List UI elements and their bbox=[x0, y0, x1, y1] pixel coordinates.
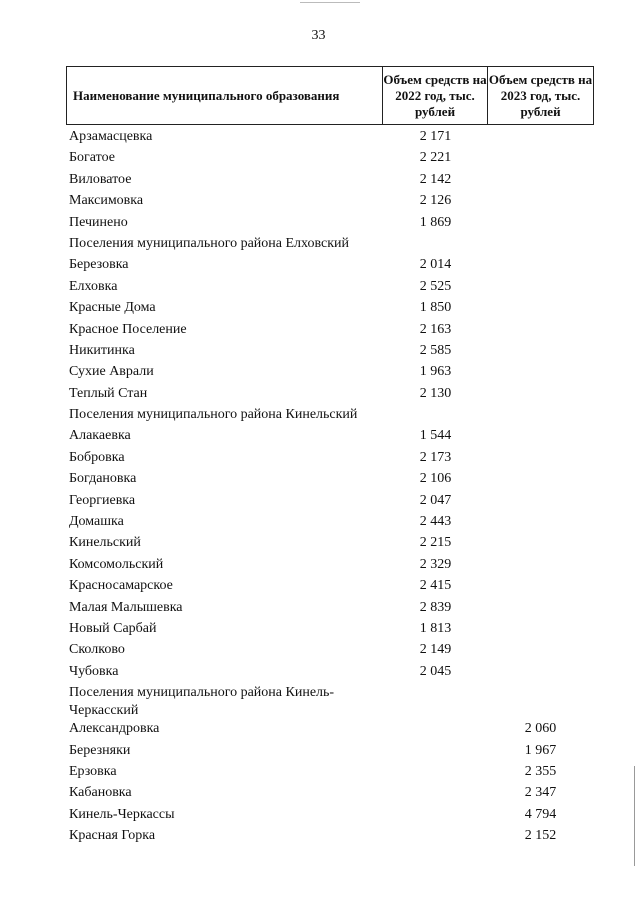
municipality-name: Домашка bbox=[69, 514, 124, 530]
municipality-name: Максимовка bbox=[69, 193, 144, 209]
section-heading: Поселения муниципального района Кинель-Черкасский bbox=[69, 685, 335, 719]
value-2022: 1 544 bbox=[419, 428, 452, 444]
section-heading: Поселения муниципального района Елховский bbox=[69, 235, 350, 251]
table-row bbox=[0, 148, 637, 169]
value-2022: 2 126 bbox=[419, 193, 452, 209]
municipality-name: Теплый Стан bbox=[69, 385, 148, 401]
municipality-name: Комсомольский bbox=[69, 556, 164, 572]
value-2022: 1 869 bbox=[419, 214, 452, 230]
table-header bbox=[66, 66, 594, 125]
value-2022: 2 149 bbox=[419, 642, 452, 658]
table-row bbox=[0, 719, 637, 740]
section-heading-row bbox=[0, 405, 637, 426]
municipality-name: Малая Малышевка bbox=[69, 599, 183, 615]
value-2023: 2 152 bbox=[524, 828, 557, 844]
table-row bbox=[0, 640, 637, 661]
table-row bbox=[0, 576, 637, 597]
value-2022: 1 850 bbox=[419, 300, 452, 316]
value-2023: 2 347 bbox=[524, 785, 557, 801]
table-row bbox=[0, 598, 637, 619]
municipality-name: Сухие Аврали bbox=[69, 364, 154, 380]
value-2022: 1 813 bbox=[419, 620, 452, 636]
table-body bbox=[0, 127, 637, 848]
value-2022: 1 963 bbox=[419, 364, 452, 380]
table-row bbox=[0, 533, 637, 554]
table-row bbox=[0, 255, 637, 276]
value-2023: 2 060 bbox=[524, 721, 557, 737]
table-row bbox=[0, 805, 637, 826]
table-row bbox=[0, 662, 637, 683]
value-2022: 2 525 bbox=[419, 278, 452, 294]
table-row bbox=[0, 512, 637, 533]
municipality-name: Никитинка bbox=[69, 342, 135, 358]
municipality-name: Кинельский bbox=[69, 535, 141, 551]
value-2022: 2 443 bbox=[419, 514, 452, 530]
municipality-name: Чубовка bbox=[69, 663, 119, 679]
value-2022: 2 142 bbox=[419, 171, 452, 187]
table-row bbox=[0, 127, 637, 148]
value-2022: 2 163 bbox=[419, 321, 452, 337]
value-2022: 2 215 bbox=[419, 535, 452, 551]
value-2022: 2 047 bbox=[419, 492, 452, 508]
municipality-name: Красная Горка bbox=[69, 828, 156, 844]
municipality-name: Сколково bbox=[69, 642, 125, 658]
table-row bbox=[0, 762, 637, 783]
table-row bbox=[0, 826, 637, 847]
municipality-name: Богдановка bbox=[69, 471, 137, 487]
municipality-name: Виловатое bbox=[69, 171, 132, 187]
table-row bbox=[0, 741, 637, 762]
table-row bbox=[0, 320, 637, 341]
scan-edge-mark bbox=[634, 766, 635, 866]
page-number: 33 bbox=[311, 28, 326, 43]
value-2022: 2 130 bbox=[419, 385, 452, 401]
municipality-name: Березняки bbox=[69, 742, 131, 758]
municipality-name: Красные Дома bbox=[69, 300, 156, 316]
municipality-name: Березовка bbox=[69, 257, 129, 273]
municipality-name: Алакаевка bbox=[69, 428, 131, 444]
municipality-name: Арзамасцевка bbox=[69, 129, 153, 144]
municipality-name: Георгиевка bbox=[69, 492, 136, 508]
scan-edge-mark bbox=[300, 2, 360, 3]
section-heading: Поселения муниципального района Кинельский bbox=[69, 407, 358, 423]
value-2023: 1 967 bbox=[524, 742, 557, 758]
table-row bbox=[0, 491, 637, 512]
municipality-name: Богатое bbox=[69, 150, 115, 166]
value-2023: 4 794 bbox=[524, 806, 557, 822]
table-row bbox=[0, 448, 637, 469]
table-row bbox=[0, 298, 637, 319]
table-row bbox=[0, 783, 637, 804]
municipality-name: Кинель-Черкассы bbox=[69, 806, 175, 822]
header-2023-column: Объем средств на 2023 год, тыс. рублей bbox=[488, 71, 593, 119]
municipality-name: Кабановка bbox=[69, 785, 132, 801]
header-2022-column: Объем средств на 2022 год, тыс. рублей bbox=[383, 67, 488, 124]
municipality-name: Печинено bbox=[69, 214, 128, 230]
municipality-name: Красное Поселение bbox=[69, 321, 187, 337]
value-2022: 2 839 bbox=[419, 599, 452, 615]
value-2022: 2 014 bbox=[419, 257, 452, 273]
value-2022: 2 045 bbox=[419, 663, 452, 679]
table-row bbox=[0, 170, 637, 191]
municipality-name: Новый Сарбай bbox=[69, 620, 157, 636]
value-2022: 2 106 bbox=[419, 471, 452, 487]
value-2022: 2 173 bbox=[419, 449, 452, 465]
section-heading-row bbox=[0, 234, 637, 255]
table-row bbox=[0, 191, 637, 212]
table-row bbox=[0, 619, 637, 640]
value-2022: 2 221 bbox=[419, 150, 452, 166]
municipality-name: Красносамарское bbox=[69, 578, 173, 594]
header-name-column: Наименование муниципального образования bbox=[67, 67, 383, 124]
municipality-name: Бобровка bbox=[69, 449, 125, 465]
municipality-name: Ерзовка bbox=[69, 763, 117, 779]
value-2022: 2 171 bbox=[419, 129, 452, 144]
table-row bbox=[0, 426, 637, 447]
table-row bbox=[0, 213, 637, 234]
value-2022: 2 415 bbox=[419, 578, 452, 594]
table-row bbox=[0, 384, 637, 405]
table-row bbox=[0, 469, 637, 490]
table-row bbox=[0, 362, 637, 383]
value-2023: 2 355 bbox=[524, 763, 557, 779]
table-row bbox=[0, 555, 637, 576]
section-heading-row bbox=[0, 683, 637, 719]
municipality-name: Александровка bbox=[69, 721, 160, 737]
table-row bbox=[0, 277, 637, 298]
value-2022: 2 585 bbox=[419, 342, 452, 358]
table-row bbox=[0, 341, 637, 362]
municipality-name: Елховка bbox=[69, 278, 118, 294]
value-2022: 2 329 bbox=[419, 556, 452, 572]
